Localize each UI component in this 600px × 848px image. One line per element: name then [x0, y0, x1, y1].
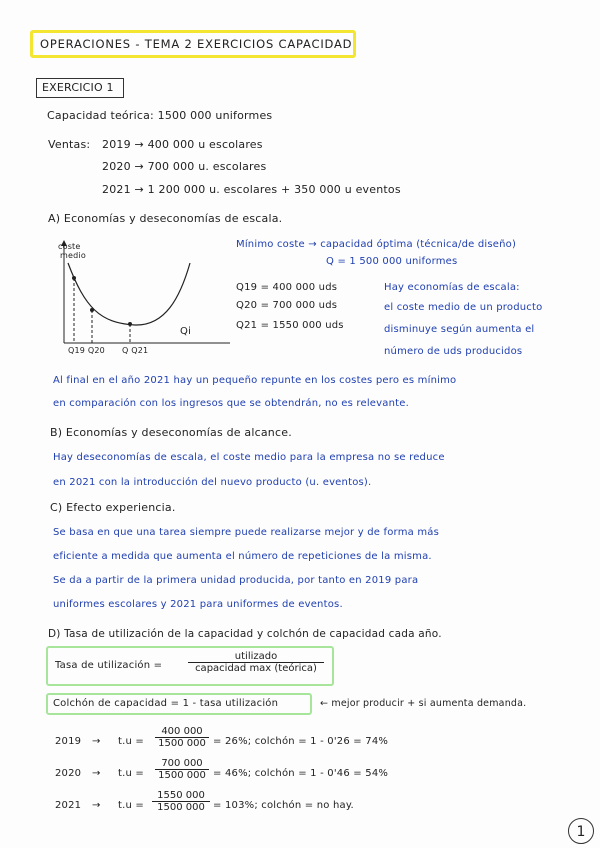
- q19-value: Q19 = 400 000 uds: [236, 282, 338, 293]
- utilization-lhs: Tasa de utilización =: [55, 660, 163, 671]
- utilization-denominator: capacidad max (teórica): [195, 663, 317, 674]
- row-2021-arrow: →: [92, 800, 101, 811]
- sales-label: Ventas:: [48, 138, 91, 151]
- utilization-numerator: utilizado: [188, 651, 324, 663]
- row-2021-year: 2021: [55, 800, 82, 811]
- sales-2019: 2019 → 400 000 u escolares: [102, 138, 263, 151]
- colchon-note: ← mejor producir + si aumenta demanda.: [320, 698, 527, 709]
- row-2019-den: 1500 000: [158, 738, 206, 749]
- colchon-formula: Colchón de capacidad = 1 - tasa utilización: [53, 698, 279, 709]
- row-2019-result: = 26%; colchón = 1 - 0'26 = 74%: [213, 736, 389, 747]
- row-2020-num: 700 000: [155, 758, 209, 770]
- c-text-4: uniformes escolares y 2021 para uniformes de eventos.: [53, 599, 343, 610]
- page-title: OPERACIONES - TEMA 2 EXERCICIOS CAPACIDAD: [40, 37, 353, 51]
- a-final-1: Al final en el año 2021 hay un pequeño repunte en los costes pero es mínimo: [53, 375, 457, 386]
- graph-ylabel-2: medio: [60, 251, 86, 260]
- optimal-capacity: Q = 1 500 000 uniformes: [326, 256, 458, 267]
- row-2021-result: = 103%; colchón = no hay.: [213, 800, 354, 811]
- section-c-heading: C) Efecto experiencia.: [50, 501, 176, 514]
- exercise-label: EXERCICIO 1: [42, 81, 114, 94]
- section-b-heading: B) Economías y deseconomías de alcance.: [50, 426, 292, 439]
- row-2021-fraction: [152, 790, 210, 813]
- min-cost-line: Mínimo coste → capacidad óptima (técnica/de diseño): [236, 239, 517, 250]
- c-text-2: eficiente a medida que aumenta el número de repeticiones de la misma.: [53, 551, 432, 562]
- c-text-1: Se basa en que una tarea siempre puede realizarse mejor y de forma más: [53, 527, 440, 538]
- capacity-line: Capacidad teórica: 1500 000 uniformes: [47, 109, 273, 122]
- sales-2021: 2021 → 1 200 000 u. escolares + 350 000 u eventos: [102, 183, 401, 196]
- q21-value: Q21 = 1550 000 uds: [236, 320, 344, 331]
- b-text-2: en 2021 con la introducción del nuevo producto (u. eventos).: [53, 477, 372, 488]
- graph-tick-q19-q20: Q19 Q20: [68, 346, 105, 355]
- row-2019-year: 2019: [55, 736, 82, 747]
- graph-ylabel-1: coste: [58, 242, 81, 251]
- a-final-2: en comparación con los ingresos que se obtendrán, no es relevante.: [53, 398, 409, 409]
- section-d-heading: D) Tasa de utilización de la capacidad y colchón de capacidad cada año.: [48, 628, 442, 640]
- q20-value: Q20 = 700 000 uds: [236, 300, 338, 311]
- row-2020-arrow: →: [92, 768, 101, 779]
- row-2020-fraction: [155, 758, 209, 781]
- graph-xlabel: Qi: [180, 326, 192, 337]
- econ-note-2: el coste medio de un producto: [384, 302, 543, 313]
- row-2019-tu: t.u =: [118, 736, 144, 747]
- row-2021-num: 1550 000: [152, 790, 210, 802]
- sales-2020: 2020 → 700 000 u. escolares: [102, 160, 267, 173]
- row-2019-num: 400 000: [155, 726, 209, 738]
- econ-note-3: disminuye según aumenta el: [384, 324, 535, 335]
- c-text-3: Se da a partir de la primera unidad producida, por tanto en 2019 para: [53, 575, 419, 586]
- b-text-1: Hay deseconomías de escala, el coste medio para la empresa no se reduce: [53, 452, 445, 463]
- row-2020-tu: t.u =: [118, 768, 144, 779]
- row-2020-den: 1500 000: [158, 770, 206, 781]
- section-a-heading: A) Economías y deseconomías de escala.: [48, 212, 283, 225]
- graph-tick-q21: Q Q21: [122, 346, 149, 355]
- utilization-fraction: [188, 651, 324, 674]
- row-2020-result: = 46%; colchón = 1 - 0'46 = 54%: [213, 768, 389, 779]
- page-number: 1: [568, 818, 594, 844]
- row-2020-year: 2020: [55, 768, 82, 779]
- row-2019-fraction: [155, 726, 209, 749]
- econ-note-1: Hay economías de escala:: [384, 282, 520, 293]
- row-2019-arrow: →: [92, 736, 101, 747]
- row-2021-den: 1500 000: [157, 802, 205, 813]
- row-2021-tu: t.u =: [118, 800, 144, 811]
- econ-note-4: número de uds producidos: [384, 346, 523, 357]
